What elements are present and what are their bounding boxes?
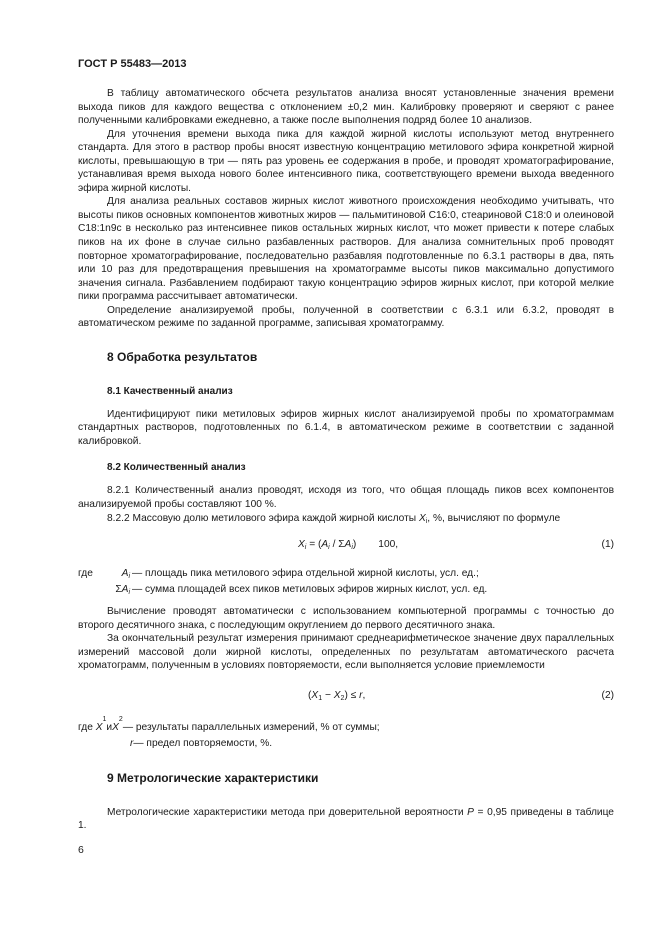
document-header: ГОСТ Р 55483—2013	[78, 58, 187, 70]
paragraph-8-2-2: 8.2.2 Массовую долю метилового эфира каждой жирной кислоты $X_i$, %, вычисляют по формуле	[107, 512, 561, 525]
formula-1-legend	[78, 566, 614, 598]
section-9-title: 9 Метрологические характеристики	[107, 770, 319, 785]
formula-1-expression: $X_i = (A_i / \Sigma A_i)$ 100,	[298, 539, 399, 552]
paragraph-calculation-precision: Вычисление проводят автоматически с использованием компьютерной программы с точностью до второго десятичного знака, с последующим округлением до первого десятичного знака.	[78, 606, 614, 631]
paragraph-metrological: Метрологические характеристики метода при доверительной вероятности P = 0,95 приведены в таблице 1.	[78, 806, 614, 832]
paragraph-calibration-table: В таблицу автоматического обсчета результатов анализа вносят установленные значения времени выхода пиков для каждого вещества с отклонением ±0,2 мин. Калибровку проверяют и сверяют с ранее полученными калибровками ежедневно, а также после выполнения подряд более 10 анализов.	[78, 88, 614, 127]
formula-2-legend	[78, 715, 614, 752]
paragraph-automatic-mode: Определение анализируемой пробы, полученной в соответствии с 6.3.1 или 6.3.2, проводят в автоматическом режиме по заданной программе, записывая хроматограмму.	[78, 304, 614, 330]
subsection-8-1-title: 8.1 Качественный анализ	[107, 385, 233, 397]
formula-2-number: (2)	[601, 689, 614, 701]
legend-row-sum-ai: $\Sigma A_i$ — сумма площадей всех пиков метиловых эфиров жирных кислот, усл. ед.	[115, 584, 488, 597]
legend-row-x1-x2: где X 1 и X 2 — результаты параллельных измерений, % от суммы;	[78, 715, 380, 733]
formula-2	[78, 689, 614, 703]
paragraph-internal-standard: Для уточнения времени выхода пика для каждой жирной кислоты используют метод внутреннего стандарта. Для этого в раствор пробы вносят известную концентрацию метилового эфира конкретной жирной кислоты, превышающую в три — пять раз уровень ее содержания в пробе, и проводят хроматографирование, устанавливая время выхода нового более интенсивного пика, соответствующего времени выхода введенного эфира жирной кислоты.	[78, 128, 614, 194]
paragraph-8-2-1: 8.2.1 Количественный анализ проводят, исходя из того, что общая площадь пиков всех компонентов анализируемой пробы составляют 100 %.	[78, 485, 614, 511]
formula-1-number: (1)	[601, 539, 614, 551]
legend-row-ai: где $A_i$ — площадь пика метилового эфира отдельной жирной кислоты, усл. ед.;	[78, 568, 479, 581]
section-8-title: 8 Обработка результатов	[107, 349, 258, 364]
formula-2-expression: $(X_1 - X_2) \le r$,	[308, 689, 366, 702]
formula-1	[78, 538, 614, 552]
page-number: 6	[78, 844, 84, 856]
paragraph-final-result: За окончательный результат измерения принимают среднеарифметическое значение двух параллельных измерений массовой доли жирной кислоты, определенных по результатам автоматического расчета хроматограмм, полученным в условиях повторяемости, если выполняется условие приемлемости	[78, 633, 614, 672]
paragraph-qualitative-analysis: Идентифицируют пики метиловых эфиров жирных кислот анализируемой пробы по хроматограммам стандартных растворов, подготовленных по 6.1.4, в автоматическом режиме в соответствии с заданной калибровкой.	[78, 408, 614, 447]
paragraph-real-samples: Для анализа реальных составов жирных кислот животного происхождения необходимо учитывать, что высоты пиков основных компонентов животных жиров — пальмитиновой С16:0, стеариновой С18:0 и олеиновой С18:1n9с в несколько раз интенсивнее пиков остальных жирных кислот, что может привести к потере слабых пиков на их фоне в случае сильно разбавленных растворов. Для анализа сомнительных проб проводят повторное хроматографирование, последовательно разбавляя подготовленные по 6.3.1 растворы в два, пять или 10 раз для предотвращения превышения на хроматограмме высоты пиков максимально допустимого значения сигнала. Разбавлением подбирают такую концентрацию эфиров жирных кислот, при которой мелкие пики программа рассчитывает автоматически.	[78, 196, 614, 303]
legend-row-r: r — предел повторяемости, %.	[130, 737, 273, 749]
subsection-8-2-title: 8.2 Количественный анализ	[107, 462, 246, 474]
page-content	[78, 87, 614, 833]
